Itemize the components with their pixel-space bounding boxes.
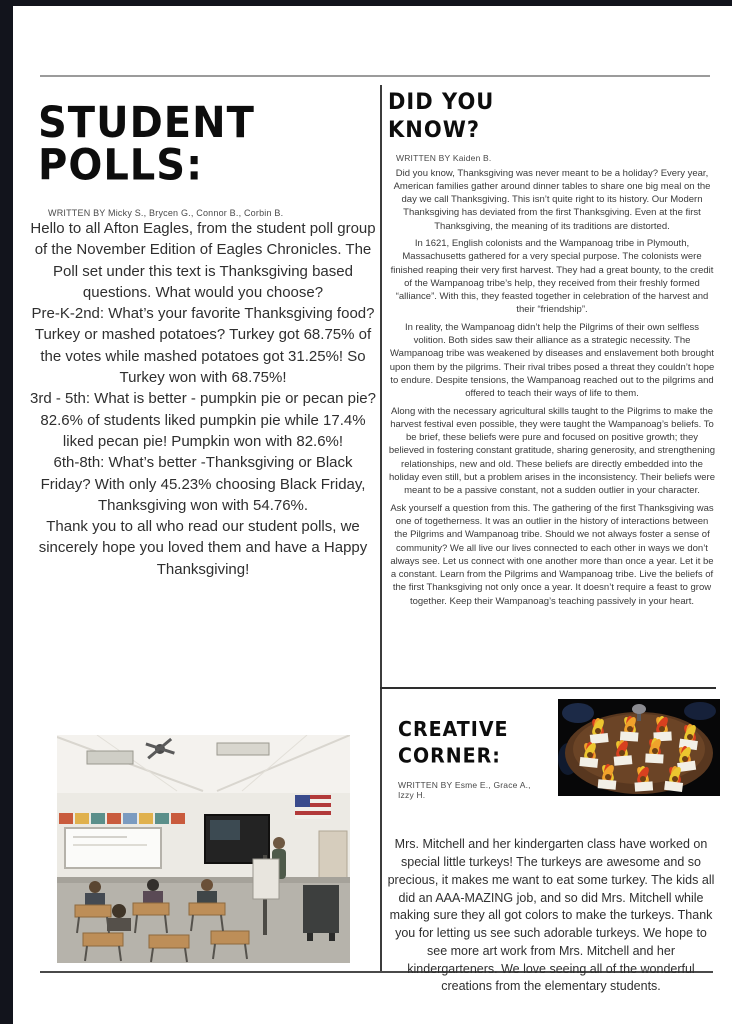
turkey-craft-photo [558,699,720,796]
dyk-paragraph-1: Did you know, Thanksgiving was never meant to be a holiday? Every year, American families gather around dinner tables to share one big meal on the day we call Thanksgiving. This isn’t quite right to its history. Our Modern Thanksgiving has deviated from the first Thanksgiving. Even at the first Thanksgiving, the meaning of its traditions are distorted. [393,167,711,232]
creative-corner-title: CREATIVE CORNER: [398,718,509,768]
poll-3rd-5th-paragraph: 3rd - 5th: What is better - pumpkin pie or pecan pie? 82.6% of students liked pumpkin pie while 17.4% liked pecan pie! Pumpkin won with 82.6%! [29,390,376,450]
student-polls-title: STUDENT POLLS: [38,98,255,190]
intro-paragraph: Hello to all Afton Eagles, from the student poll group of the November Edition of Eagles Chronicles. The Poll set under this text is Thanksgiving based questions. What would you choose? [30,220,376,301]
student-polls-byline: WRITTEN BY Micky S., Brycen G., Connor B., Corbin B. [48,208,284,218]
dyk-paragraph-4: Along with the necessary agricultural skills taught to the Pilgrims to make the harvest festival even possible, they were taught the Wampanoag’s beliefs. To be brief, these beliefs were pure and focused on positive growth; they believed in fostering constant gratitude, sharing generosity, and strengthening relationships, new and old. These beliefs are directly embedded into the holiday even still, but a problem arises in the inconsistency. Their beliefs were meant to be a passive constant, not a sudden outlier in your character. [388,405,716,497]
turkey-craft-photo-graphic [558,699,720,796]
poll-6th-8th-paragraph: 6th-8th: What’s better -Thanksgiving or Black Friday? With only 45.23% choosing Black Friday, Thanksgiving won with 54.76%. [40,454,366,514]
did-you-know-byline: WRITTEN BY Kaiden B. [396,152,492,163]
creative-corner-divider [380,687,716,689]
creative-corner-byline: WRITTEN BY Esme E., Grace A., Izzy H. [398,780,531,801]
creative-corner-section [388,709,716,996]
poll-prek-2nd-paragraph: Pre-K-2nd: What’s your favorite Thanksgiving food? Turkey or mashed potatoes? Turkey got 68.75% of the votes while mashed potatoes got 31.25%! So Turkey won with 68.75%! [31,305,375,387]
dyk-paragraph-5: Ask yourself a question from this. The gathering of the first Thanksgiving was one of togetherness. It was an outlier in the history of interactions between the Pilgrims and Wampanoag tribe. Should we not always foster a sense of community? We all live our lives connected to each other in ways we don’t always see. Let us connect with one another more than once a year. Let it be a constant. Learn from the Pilgrims and Wampanoag tribe. Live the beliefs of the first Thanksgiving not only once a year. It doesn’t require a feast to grow together. Keep their Wampanoag’s teaching passively in your heart. [390,502,714,607]
did-you-know-section [388,88,716,608]
closing-paragraph: Thank you to all who read our student polls, we sincerely hope you loved them and have a Happy Thanksgiving! [38,518,368,578]
top-rule [40,75,710,77]
classroom-photo-graphic [57,735,350,963]
dyk-paragraph-2: In 1621, English colonists and the Wampanoag tribe in Plymouth, Massachusetts gathered for a very special purpose. The colonists were finished reaping their very first harvest. They had a great bounty, to the credit of the Wampanoag tribe’s help, they received from their freshly formed “alliance”. With this, they feasted together in celebration of the harvest and their “friendship”. [390,237,714,316]
classroom-photo [57,735,350,963]
dyk-paragraph-3: In reality, the Wampanoag didn’t help the Pilgrims of their own selfless volition. Both sides saw their alliance as a strategic necessity. The Wampanoag tribe was weakened by diseases and enslavement both brought upon them by the pilgrims. Their rival tribes posed a threat they couldn’t hope to endure. Despite tensions, the Wampanoag reached out to the pilgrims and offered to teach their ways of life to them. [389,321,715,400]
student-polls-section [28,98,378,580]
column-divider [380,85,382,972]
creative-corner-header [388,717,538,800]
creative-corner-paragraph: Mrs. Mitchell and her kindergarten class have worked on special little turkeys! The turkeys are awesome and so precious, it makes me want to eat some turkey. The kids all did an AAA-MAZING job, and so did Mrs. Mitchell while making sure they all got colors to make the turkeys. Thank you for letting us see such adorable turkeys. We hope to see more art work from Mrs. Mitchell and her kindergarteners. We love seeing all of the wonderful creations from the elementary students. [387,837,715,994]
newsletter-page [13,6,732,1024]
did-you-know-title: DID YOU KNOW? [388,89,495,143]
